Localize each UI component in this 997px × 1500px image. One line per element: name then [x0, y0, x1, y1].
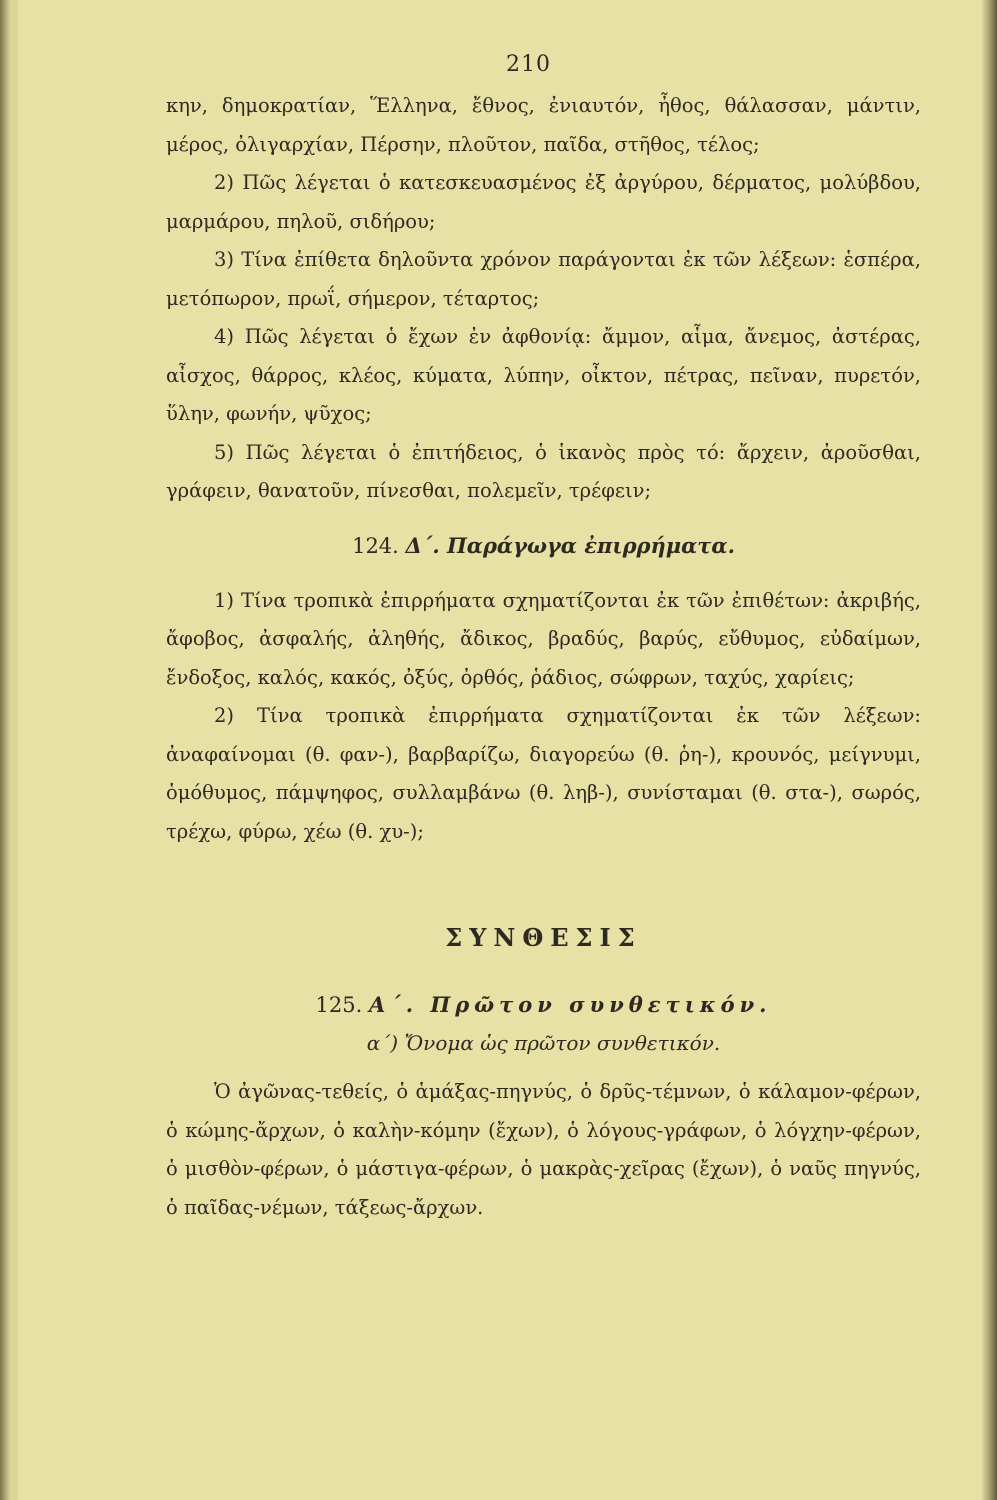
exercise-2b: 2) Τίνα τροπικὰ ἐπιρρήματα σχηματίζονται ἐκ τῶν λέξεων: ἀναφαίνομαι (θ. φαν-), βαρβαρίζω, διαγορεύω (θ. ῥη-), κρουνός, μείγνυμι, ὁμόθυμος, πάμψηφος, συλλαμβάνω (θ. ληβ-), συνίσταμαι (θ. στα-), σωρός, τρέχω, φύρω, χέω (θ. χυ-);: [166, 704, 921, 843]
compound-examples: Ὁ ἀγῶνας-τεθείς, ὁ ἁμάξας-πηγνύς, ὁ δρῦς-τέμνων, ὁ κάλαμον-φέρων, ὁ κώμης-ἄρχων, ὁ καλὴν-κόμην (ἔχων), ὁ λόγους-γράφων, ὁ λόγχην-φέρων, ὁ μισθὸν-φέρων, ὁ μάστιγα-φέρων, ὁ μακρὰς-χεῖρας (ἔχων), ὁ ναῦς πηγνύς, ὁ παῖδας-νέμων, τάξεως-ἄρχων.: [166, 1080, 921, 1219]
section-number: 124.: [352, 533, 399, 558]
page-content: [166, 52, 921, 1227]
subsection-heading: α΄) Ὄνομα ὡς πρῶτον συνθετικόν.: [366, 1031, 721, 1055]
section-heading-125: [166, 992, 921, 1017]
section-number: 125.: [315, 993, 363, 1017]
exercise-2: 2) Πῶς λέγεται ὁ κατεσκευασμένος ἐξ ἀργύρου, δέρματος, μολύβδου, μαρμάρου, πηλοῦ, σιδήρου;: [166, 171, 921, 233]
book-page: [18, 0, 982, 1500]
exercise-5: 5) Πῶς λέγεται ὁ ἐπιτήδειος, ὁ ἱκανὸς πρὸς τό: ἄρχειν, ἀροῦσθαι, γράφειν, θανατοῦν, πίνεσθαι, πολεμεῖν, τρέφειν;: [166, 440, 921, 502]
page-binding-edge: [0, 0, 10, 1500]
chapter-title: ΣΥΝΘΕΣΙΣ: [445, 923, 642, 952]
paragraph-continued: κην, δημοκρατίαν, Ἕλληνα, ἔθνος, ἐνιαυτόν, ἦθος, θάλασσαν, μάντιν, μέρος, ὀλιγαρχίαν, Πέρσην, πλοῦτον, παῖδα, στῆθος, τέλος;: [166, 94, 921, 156]
exercise-4: 4) Πῶς λέγεται ὁ ἔχων ἐν ἀφθονίᾳ: ἄμμον, αἷμα, ἄνεμος, ἀστέρας, αἶσχος, θάρρος, κλέος, κύματα, λύπην, οἶκτον, πέτρας, πεῖναν, πυρετόν, ὕλην, φωνήν, ψῦχος;: [166, 325, 921, 425]
exercise-3: 3) Τίνα ἐπίθετα δηλοῦντα χρόνον παράγονται ἐκ τῶν λέξεων: ἑσπέρα, μετόπωρον, πρωΐ, σήμερον, τέταρτος;: [166, 248, 921, 310]
page-stack-edge: [983, 0, 997, 1500]
section-title: Δ΄. Παράγωγα ἐπιρρήματα.: [405, 532, 735, 558]
section-heading-124: [166, 533, 921, 558]
section-title: Α΄. Πρῶτον συνθετικόν.: [368, 992, 772, 1017]
page-number: 210: [506, 52, 551, 77]
exercise-1: 1) Τίνα τροπικὰ ἐπιρρήματα σχηματίζονται ἐκ τῶν ἐπιθέτων: ἀκριβής, ἄφοβος, ἀσφαλής, ἀληθής, ἄδικος, βραδύς, βαρύς, εὔθυμος, εὐδαίμων, ἔνδοξος, καλός, κακός, ὀξύς, ὀρθός, ῥάδιος, σώφρων, ταχύς, χαρίεις;: [166, 588, 921, 689]
